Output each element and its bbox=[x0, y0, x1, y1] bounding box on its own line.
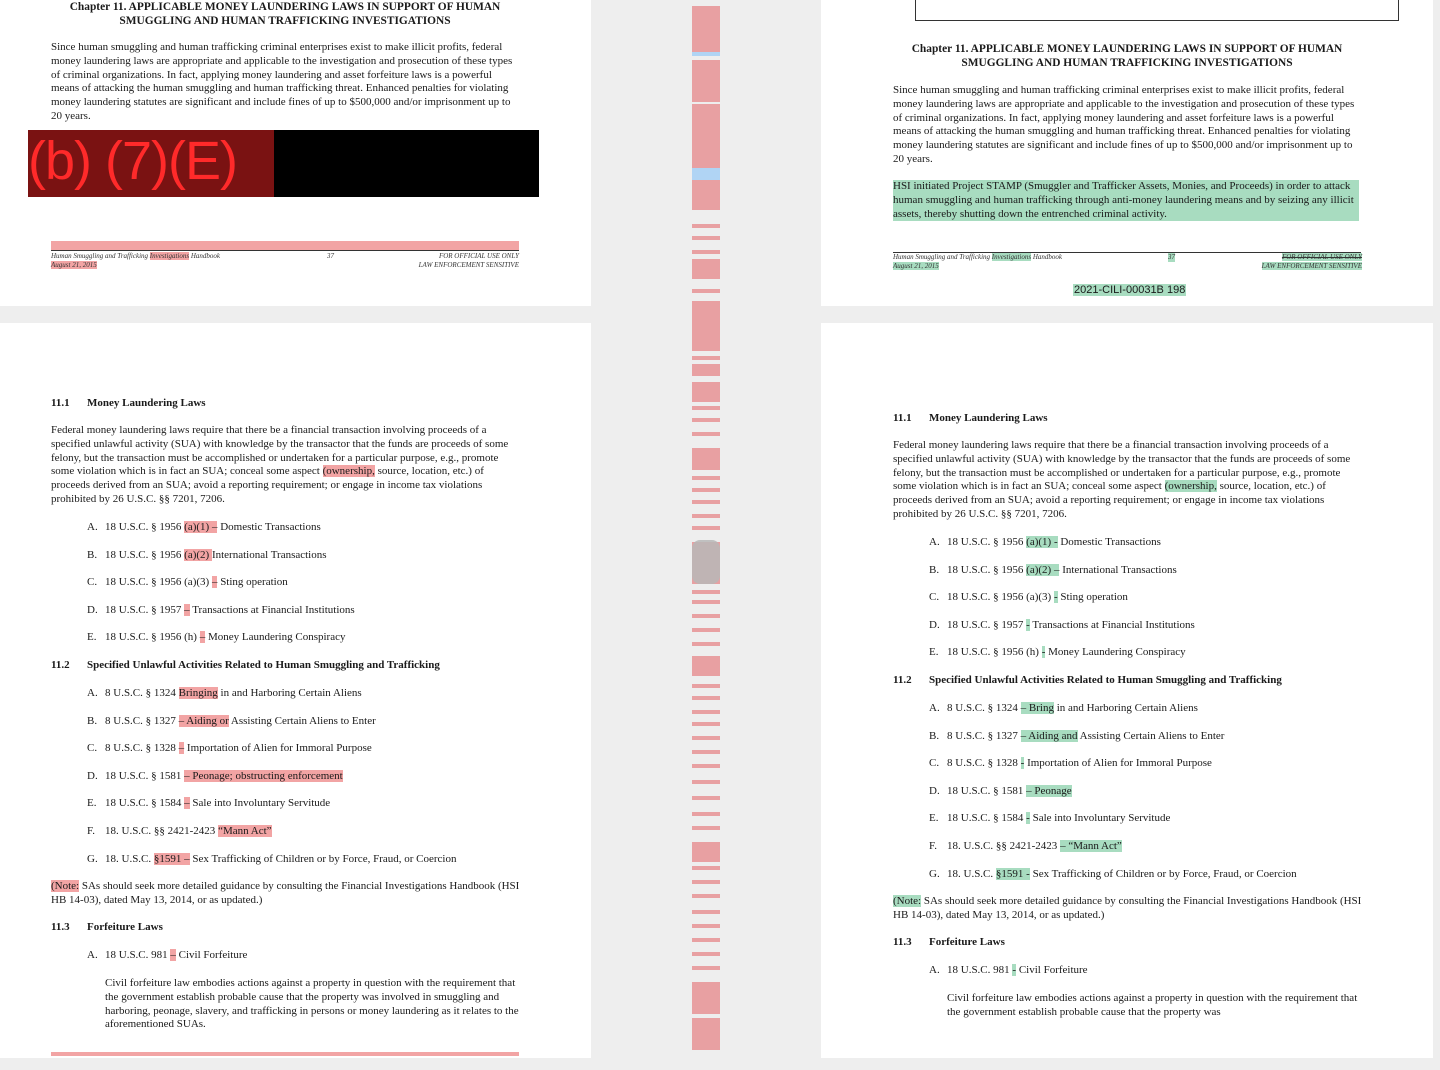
item-highlight: - bbox=[1012, 964, 1017, 976]
footer-left bbox=[51, 252, 220, 270]
item-letter: D. bbox=[87, 769, 98, 782]
footer-right bbox=[372, 252, 519, 270]
section-11-1-heading bbox=[51, 397, 206, 411]
section-number: 11.3 bbox=[893, 936, 912, 948]
item-citation: 18 U.S.C. § 1957 bbox=[947, 618, 1027, 631]
section-11-3-heading bbox=[51, 921, 163, 935]
item-citation: 8 U.S.C. § 1324 bbox=[947, 702, 1021, 714]
list-item bbox=[87, 770, 343, 784]
diff-marker[interactable] bbox=[692, 684, 720, 688]
section-title: Money Laundering Laws bbox=[87, 397, 206, 409]
list-item bbox=[87, 604, 355, 618]
item-description: Sting operation bbox=[1057, 591, 1128, 604]
left-page-1 bbox=[0, 0, 591, 306]
footer-title-end: Handbook bbox=[1031, 253, 1062, 261]
item-citation: 18 U.S.C. § 1956 (h) bbox=[105, 631, 200, 644]
diff-marker[interactable] bbox=[692, 736, 720, 740]
list-item bbox=[87, 742, 372, 756]
money-laundering-paragraph bbox=[51, 424, 521, 507]
list-item bbox=[87, 715, 376, 729]
note-label: (Note: bbox=[893, 895, 922, 907]
diff-marker[interactable] bbox=[692, 600, 720, 604]
footer-date: August 21, 2015 bbox=[51, 261, 97, 269]
item-description: Money Laundering Conspiracy bbox=[205, 631, 346, 644]
forfeiture-item bbox=[87, 949, 247, 963]
item-highlight: - bbox=[1020, 757, 1025, 770]
item-highlight: – Peonage bbox=[1026, 784, 1072, 797]
footer-date: August 21, 2015 bbox=[893, 262, 939, 270]
item-description: Importation of Alien for Immoral Purpose bbox=[1024, 757, 1212, 770]
item-highlight: – Bring bbox=[1020, 702, 1054, 714]
item-highlight: – bbox=[184, 797, 190, 810]
section-title: Specified Unlawful Activities Related to Human Smuggling and Trafficking bbox=[929, 674, 1282, 686]
list-item bbox=[87, 853, 456, 867]
item-description: Assisting Certain Aliens to Enter bbox=[1077, 729, 1225, 742]
forfeiture-paragraph: Civil forfeiture law embodies actions against a property in question with the requirement that the government establish probable cause that the property was involved in smuggling and harboring, peonage, slavery, and trafficking in persons or money laundering as it relates to the aforementioned SUAs. bbox=[105, 977, 519, 1031]
item-highlight: “Mann Act” bbox=[218, 825, 272, 837]
diff-marker[interactable] bbox=[692, 432, 720, 436]
forfeiture-paragraph: Civil forfeiture law embodies actions against a property in question with the requirement that the government establish probable cause that the property was bbox=[947, 992, 1358, 1018]
item-description: Sale into Involuntary Servitude bbox=[189, 797, 331, 810]
footer-fouo: FOR OFFICIAL USE ONLY bbox=[438, 252, 519, 260]
list-item bbox=[87, 521, 321, 535]
item-highlight: §1591 – bbox=[153, 852, 190, 865]
list-item bbox=[929, 785, 1072, 799]
diff-marker[interactable] bbox=[692, 880, 720, 884]
item-citation: 18 U.S.C. 981 bbox=[105, 949, 171, 961]
deleted-line-marker bbox=[51, 1052, 519, 1056]
footer-title-highlight: Investigations bbox=[991, 253, 1032, 261]
item-citation: 18 U.S.C. § 1957 bbox=[105, 603, 185, 616]
paragraph-highlight: (ownership, bbox=[322, 465, 375, 478]
diff-marker[interactable] bbox=[692, 236, 720, 240]
section-11-2-heading bbox=[893, 674, 1282, 688]
item-citation: 18 U.S.C. § 1956 (h) bbox=[947, 646, 1042, 659]
section-number: 11.2 bbox=[51, 659, 70, 671]
list-item bbox=[929, 757, 1212, 771]
left-page-2 bbox=[0, 323, 591, 1058]
diff-marker[interactable] bbox=[692, 289, 720, 293]
diff-marker[interactable] bbox=[692, 656, 720, 676]
diff-marker[interactable] bbox=[692, 526, 720, 530]
list-item bbox=[87, 631, 345, 645]
list-item bbox=[929, 702, 1198, 716]
diff-marker[interactable] bbox=[692, 722, 720, 726]
item-citation: 18 U.S.C. § 1581 bbox=[105, 769, 185, 782]
paragraph-text: Federal money laundering laws require that there be a financial transaction involving proceeds of a specified unlawful activity (SUA) with knowledge by the transactor that the funds are proceeds of some felony, but the transaction must be accomplished or undertaken for a particular purpose, e.g., promote some violation which is in fact an SUA; conceal some aspect bbox=[51, 424, 509, 478]
item-description: in and Harboring Certain Aliens bbox=[217, 687, 362, 699]
footer-title: Human Smuggling and Trafficking bbox=[51, 252, 150, 260]
item-letter: A. bbox=[929, 702, 940, 714]
section-title: Money Laundering Laws bbox=[929, 412, 1048, 424]
item-letter: A. bbox=[87, 949, 98, 961]
list-item bbox=[929, 591, 1128, 605]
section-number: 11.1 bbox=[51, 397, 70, 409]
diff-marker[interactable] bbox=[692, 356, 720, 360]
item-highlight: – Aiding and bbox=[1020, 729, 1078, 742]
footer-les: LAW ENFORCEMENT SENSITIVE bbox=[418, 261, 519, 269]
diff-marker[interactable] bbox=[692, 1000, 720, 1014]
list-item bbox=[929, 536, 1161, 550]
item-letter: C. bbox=[87, 576, 98, 589]
footer-les: LAW ENFORCEMENT SENSITIVE bbox=[1261, 262, 1362, 270]
redaction-code: (b) (7)(E) bbox=[28, 130, 274, 197]
item-highlight: (a)(1) - bbox=[1026, 536, 1058, 548]
list-item bbox=[929, 646, 1186, 660]
paragraph-text-end: source, location, etc.) of proceeds derived from an SUA; avoid a reporting requirement; or engage in income tax violations prohibited by 26 U.S.C. §§ 7201, 7206. bbox=[51, 465, 484, 505]
diff-marker[interactable] bbox=[692, 826, 720, 830]
diff-marker[interactable] bbox=[692, 628, 720, 632]
diff-marker[interactable] bbox=[692, 842, 720, 862]
section-number: 11.1 bbox=[893, 412, 912, 424]
left-document-pane[interactable] bbox=[0, 0, 591, 1070]
item-citation: 18 U.S.C. § 1956 (a)(3) bbox=[105, 576, 212, 589]
item-letter: A. bbox=[929, 964, 940, 976]
diff-marker[interactable] bbox=[692, 642, 720, 646]
item-citation: 8 U.S.C. § 1327 bbox=[947, 729, 1021, 742]
diff-marker[interactable] bbox=[692, 476, 720, 480]
bates-number: 2021-CILI-00031B 198 bbox=[1074, 284, 1186, 296]
item-description: Domestic Transactions bbox=[1057, 536, 1161, 548]
item-letter: B. bbox=[87, 714, 98, 727]
item-letter: D. bbox=[929, 784, 940, 797]
list-item bbox=[87, 825, 272, 839]
footer-rule bbox=[51, 250, 519, 251]
item-description: Sex Trafficking of Children or by Force, Fraud, or Coercion bbox=[1029, 867, 1297, 880]
item-citation: 18 U.S.C. § 1581 bbox=[947, 784, 1027, 797]
right-page-1 bbox=[821, 0, 1433, 306]
note-label: (Note: bbox=[51, 880, 80, 892]
item-letter: C. bbox=[87, 742, 98, 755]
paragraph-text-end: source, location, etc.) of proceeds derived from an SUA; avoid a reporting requirement; or engage in income tax violations prohibited by 26 U.S.C. §§ 7201, 7206. bbox=[893, 480, 1326, 520]
stamp-paragraph: HSI initiated Project STAMP (Smuggler and Trafficker Assets, Monies, and Proceeds) in order to attack human smuggling and human trafficking through anti-money laundering means and by seizing any illicit assets, thereby shutting down the entrenched criminal activity. bbox=[893, 180, 1359, 221]
item-description: International Transactions bbox=[1059, 563, 1177, 576]
note-text: SAs should seek more detailed guidance by consulting the Financial Investigations Handbook (HSI HB 14-03), dated May 13, 2014, or as updated.) bbox=[51, 880, 520, 906]
footer-title-end: Handbook bbox=[189, 252, 220, 260]
diff-marker[interactable] bbox=[692, 301, 720, 351]
item-letter: B. bbox=[929, 729, 940, 742]
list-item bbox=[929, 812, 1170, 826]
item-citation: 8 U.S.C. § 1324 bbox=[105, 687, 179, 699]
item-description: International Transactions bbox=[211, 548, 327, 561]
item-description: Civil Forfeiture bbox=[1016, 964, 1088, 976]
section-11-3-heading bbox=[893, 936, 1005, 950]
chapter-title: Chapter 11. APPLICABLE MONEY LAUNDERING LAWS IN SUPPORT OF HUMAN SMUGGLING AND HUMAN TRAFFICKING INVESTIGATIONS bbox=[69, 1, 501, 27]
item-citation: 18 U.S.C. § 1956 bbox=[947, 536, 1027, 548]
diff-marker[interactable] bbox=[692, 750, 720, 754]
item-description: in and Harboring Certain Aliens bbox=[1053, 702, 1198, 714]
item-citation: 18 U.S.C. § 1956 bbox=[105, 548, 185, 561]
list-item bbox=[929, 730, 1224, 744]
diff-marker[interactable] bbox=[692, 1018, 720, 1050]
footer-page-number: 37 bbox=[327, 252, 334, 260]
diff-marker[interactable] bbox=[692, 180, 720, 210]
item-letter: E. bbox=[929, 646, 939, 659]
diff-marker[interactable] bbox=[692, 168, 720, 180]
paragraph-highlight: (ownership, bbox=[1164, 480, 1217, 493]
item-description: Assisting Certain Aliens to Enter bbox=[228, 714, 376, 727]
list-item bbox=[929, 868, 1297, 882]
diff-marker[interactable] bbox=[692, 812, 720, 816]
list-item bbox=[87, 687, 362, 701]
right-document-pane[interactable] bbox=[821, 0, 1440, 1070]
page-frame-box bbox=[915, 0, 1399, 21]
item-highlight: Bringing bbox=[178, 687, 218, 699]
footer-title: Human Smuggling and Trafficking bbox=[893, 253, 992, 261]
item-letter: C. bbox=[929, 591, 940, 604]
footer-title-highlight: Investigations bbox=[149, 252, 190, 260]
footer-page-number: 37 bbox=[1168, 253, 1175, 261]
item-letter: D. bbox=[87, 603, 98, 616]
list-item bbox=[929, 564, 1177, 578]
diff-marker[interactable] bbox=[692, 406, 720, 410]
item-letter: B. bbox=[87, 548, 98, 561]
item-letter: E. bbox=[87, 797, 97, 810]
item-letter: D. bbox=[929, 618, 940, 631]
section-title: Forfeiture Laws bbox=[87, 921, 163, 933]
item-highlight: - bbox=[1026, 812, 1030, 825]
diff-marker[interactable] bbox=[692, 764, 720, 768]
diff-marker[interactable] bbox=[692, 590, 720, 594]
item-highlight: – bbox=[170, 949, 176, 961]
item-highlight: – bbox=[178, 742, 185, 755]
diff-marker[interactable] bbox=[692, 500, 720, 504]
diff-marker[interactable] bbox=[692, 894, 720, 898]
diff-marker[interactable] bbox=[692, 250, 720, 254]
item-letter: A. bbox=[929, 536, 940, 548]
section-11-2-heading bbox=[51, 659, 440, 673]
item-highlight: §1591 - bbox=[995, 867, 1030, 880]
note-text: SAs should seek more detailed guidance by consulting the Financial Investigations Handbook (HSI HB 14-03), dated May 13, 2014, or as updated.) bbox=[893, 895, 1362, 921]
item-description: Transactions at Financial Institutions bbox=[1029, 618, 1195, 631]
diff-marker[interactable] bbox=[692, 418, 720, 422]
item-highlight: - bbox=[1041, 646, 1046, 659]
item-highlight: – bbox=[199, 631, 206, 644]
item-letter: G. bbox=[929, 867, 940, 880]
footer-fouo: FOR OFFICIAL USE ONLY bbox=[1281, 253, 1362, 261]
item-letter: A. bbox=[87, 687, 98, 699]
diff-marker[interactable] bbox=[692, 60, 720, 102]
item-highlight: – Aiding or bbox=[178, 714, 229, 727]
diff-marker[interactable] bbox=[692, 364, 720, 376]
item-letter: E. bbox=[929, 812, 939, 825]
item-letter: B. bbox=[929, 563, 940, 576]
item-description: Importation of Alien for Immoral Purpose bbox=[184, 742, 372, 755]
diff-marker[interactable] bbox=[692, 224, 720, 228]
section-11-1-heading bbox=[893, 412, 1048, 426]
item-citation: 8 U.S.C. § 1327 bbox=[105, 714, 179, 727]
diff-marker[interactable] bbox=[692, 514, 720, 518]
item-citation: 18 U.S.C. § 1584 bbox=[105, 797, 185, 810]
intro-paragraph: Since human smuggling and human trafficking criminal enterprises exist to make illicit profits, federal money laundering laws are appropriate and applicable to the investigation and prosecution of these types of criminal organizations. In fact, applying money laundering and asset forfeiture laws is a powerful means of attacking the human smuggling and human trafficking threat. Enhanced penalties for violating money laundering statutes are significant and include fines of up to $500,000 and/or imprisonment up to 20 years. bbox=[51, 41, 513, 122]
diff-marker[interactable] bbox=[692, 710, 720, 714]
item-citation: 18 U.S.C. § 1956 (a)(3) bbox=[947, 591, 1054, 604]
item-citation: 18 U.S.C. § 1956 bbox=[947, 563, 1027, 576]
diff-marker[interactable] bbox=[692, 796, 720, 800]
item-highlight: (a)(2) bbox=[184, 548, 212, 561]
item-citation: 18. U.S.C. §§ 2421-2423 bbox=[947, 840, 1061, 852]
diff-marker[interactable] bbox=[692, 780, 720, 784]
item-letter: G. bbox=[87, 852, 98, 865]
diff-marker[interactable] bbox=[692, 52, 720, 56]
item-description: Sex Trafficking of Children or by Force, Fraud, or Coercion bbox=[189, 852, 457, 865]
right-page-2 bbox=[821, 323, 1433, 1058]
deleted-line-marker bbox=[51, 241, 519, 250]
note-paragraph bbox=[51, 880, 521, 908]
note-paragraph bbox=[893, 895, 1363, 923]
item-highlight: (a)(2) – bbox=[1026, 563, 1060, 576]
item-highlight: – bbox=[184, 603, 190, 616]
item-citation: 8 U.S.C. § 1328 bbox=[947, 757, 1021, 770]
diff-marker[interactable] bbox=[692, 696, 720, 700]
footer-left bbox=[893, 253, 1062, 271]
diff-marker[interactable] bbox=[692, 6, 720, 52]
item-description: Sale into Involuntary Servitude bbox=[1029, 812, 1171, 825]
diff-marker[interactable] bbox=[692, 910, 720, 914]
diff-marker[interactable] bbox=[692, 982, 720, 1002]
redaction-block bbox=[28, 130, 539, 197]
item-citation: 18. U.S.C. bbox=[105, 852, 154, 865]
intro-paragraph: Since human smuggling and human trafficking criminal enterprises exist to make illicit profits, federal money laundering laws are appropriate and applicable to the investigation and prosecution of these types of criminal organizations. In fact, applying money laundering and asset forfeiture laws is a powerful means of attacking the human smuggling and human trafficking threat. Enhanced penalties for violating money laundering statutes are significant and include fines of up to $500,000 and/or imprisonment up to 20 years. bbox=[893, 84, 1355, 165]
list-item bbox=[929, 619, 1195, 633]
item-letter: F. bbox=[929, 840, 937, 852]
section-number: 11.2 bbox=[893, 674, 912, 686]
item-highlight: - bbox=[1053, 591, 1058, 604]
item-highlight: - bbox=[1026, 618, 1030, 631]
diff-marker[interactable] bbox=[692, 259, 720, 279]
item-letter: F. bbox=[87, 825, 95, 837]
diff-marker[interactable] bbox=[692, 382, 720, 402]
item-citation: 8 U.S.C. § 1328 bbox=[105, 742, 179, 755]
diff-marker[interactable] bbox=[692, 938, 720, 942]
diff-marker[interactable] bbox=[692, 924, 720, 928]
item-description: Civil Forfeiture bbox=[175, 949, 248, 961]
item-letter: C. bbox=[929, 757, 940, 770]
item-letter: A. bbox=[87, 521, 98, 533]
diff-marker[interactable] bbox=[692, 488, 720, 492]
item-description: Domestic Transactions bbox=[217, 521, 321, 533]
forfeiture-item bbox=[929, 964, 1088, 978]
diff-marker[interactable] bbox=[692, 448, 720, 470]
item-citation: 18 U.S.C. § 1956 bbox=[105, 521, 185, 533]
diff-marker[interactable] bbox=[692, 866, 720, 870]
item-citation: 18 U.S.C. § 1584 bbox=[947, 812, 1027, 825]
section-title: Forfeiture Laws bbox=[929, 936, 1005, 948]
list-item bbox=[87, 549, 327, 563]
list-item bbox=[87, 797, 330, 811]
item-description: Transactions at Financial Institutions bbox=[189, 603, 355, 616]
item-citation: 18 U.S.C. 981 bbox=[947, 964, 1013, 976]
list-item bbox=[87, 576, 288, 590]
money-laundering-paragraph bbox=[893, 439, 1363, 522]
section-title: Specified Unlawful Activities Related to Human Smuggling and Trafficking bbox=[87, 659, 440, 671]
diff-marker[interactable] bbox=[692, 104, 720, 168]
item-citation: 18. U.S.C. bbox=[947, 867, 996, 880]
overview-scroll-thumb[interactable] bbox=[692, 540, 720, 584]
item-highlight: – bbox=[211, 576, 218, 589]
paragraph-text: Federal money laundering laws require that there be a financial transaction involving proceeds of a specified unlawful activity (SUA) with knowledge by the transactor that the funds are proceeds of some felony, but the transaction must be accomplished or undertaken for a particular purpose, e.g., promote some violation which is in fact an SUA; conceal some aspect bbox=[893, 439, 1351, 493]
diff-marker[interactable] bbox=[692, 614, 720, 618]
footer-right bbox=[1215, 253, 1362, 271]
diff-marker[interactable] bbox=[692, 952, 720, 956]
chapter-title: Chapter 11. APPLICABLE MONEY LAUNDERING LAWS IN SUPPORT OF HUMAN SMUGGLING AND HUMAN TRAFFICKING INVESTIGATIONS bbox=[911, 43, 1343, 69]
item-description: Sting operation bbox=[217, 576, 288, 589]
item-letter: E. bbox=[87, 631, 97, 644]
item-description: Money Laundering Conspiracy bbox=[1045, 646, 1186, 659]
list-item bbox=[929, 840, 1122, 854]
diff-marker[interactable] bbox=[692, 966, 720, 970]
item-highlight: – “Mann Act” bbox=[1060, 840, 1122, 852]
item-highlight: (a)(1) – bbox=[184, 521, 218, 533]
section-number: 11.3 bbox=[51, 921, 70, 933]
item-highlight: – Peonage; obstructing enforcement bbox=[184, 769, 343, 782]
item-citation: 18. U.S.C. §§ 2421-2423 bbox=[105, 825, 219, 837]
